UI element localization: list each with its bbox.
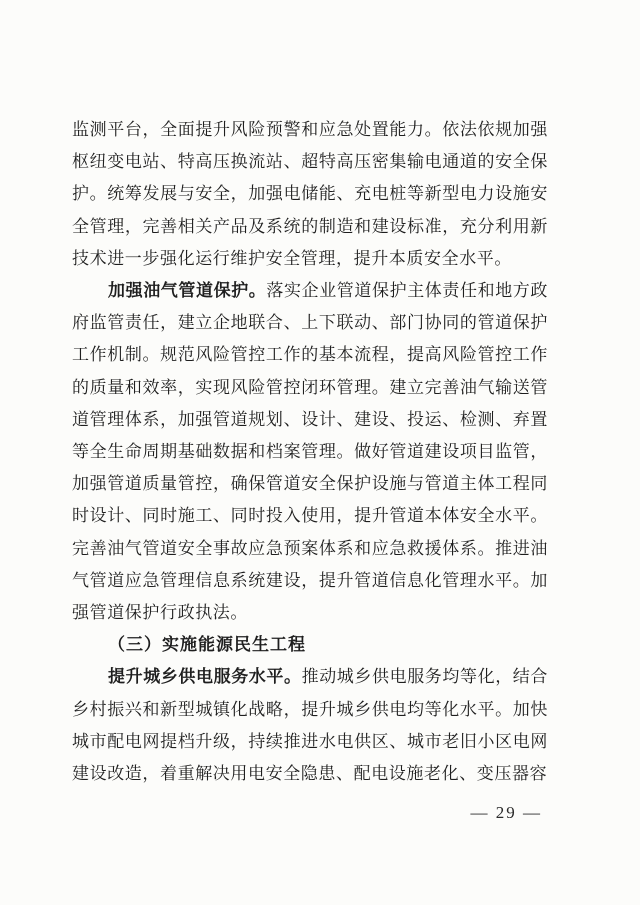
section-heading <box>72 629 548 661</box>
section-heading-text: （三）实施能源民生工程 <box>108 635 306 655</box>
paragraph-body: 监测平台，全面提升风险预警和应急处置能力。依法依规加强枢纽变电站、特高压换流站、超特高压密集输电通道的安全保护。统筹发展与安全，加强电储能、充电桩等新型电力设施安全管理，完善相关产品及系统的制造和建设标准，充分利用新技术进一步强化运行维护安全管理，提升本质安全水平。 <box>72 120 548 268</box>
paragraph-body: 推动城乡供电服务均等化，结合乡村振兴和新型城镇化战略，提升城乡供电均等化水平。加快城市配电网提档升级，持续推进水电供区、城市老旧小区电网建设改造，着重解决用电安全隐患、配电设施老化、变压器容 <box>72 667 549 784</box>
page-number: — 29 — <box>470 803 542 822</box>
paragraph-body: 落实企业管道保护主体责任和地方政府监管责任，建立企地联合、上下联动、部门协同的管道保护工作机制。规范风险管控工作的基本流程，提高风险管控工作的质量和效率，实现风险管控闭环管理。建立完善油气输送管道管理体系，加强管道规划、设计、建设、投运、检测、弃置等全生命周期基础数据和档案管理。做好管道建设项目监管，加强管道质量管控，确保管道安全保护设施与管道主体工程同时设计、同时施工、同时投入使用，提升管道本体安全水平。完善油气管道安全事故应急预案体系和应急救援体系。推进油气管道应急管理信息系统建设，提升管道信息化管理水平。加强管道保护行政执法。 <box>72 281 549 623</box>
paragraph-lead: 加强油气管道保护。 <box>108 281 267 301</box>
text-block <box>72 114 548 790</box>
paragraph-pipeline-protection <box>72 275 548 629</box>
paragraph-continuation <box>72 114 548 275</box>
paragraph-power-service <box>72 661 548 790</box>
paragraph-lead: 提升城乡供电服务水平。 <box>108 667 302 687</box>
